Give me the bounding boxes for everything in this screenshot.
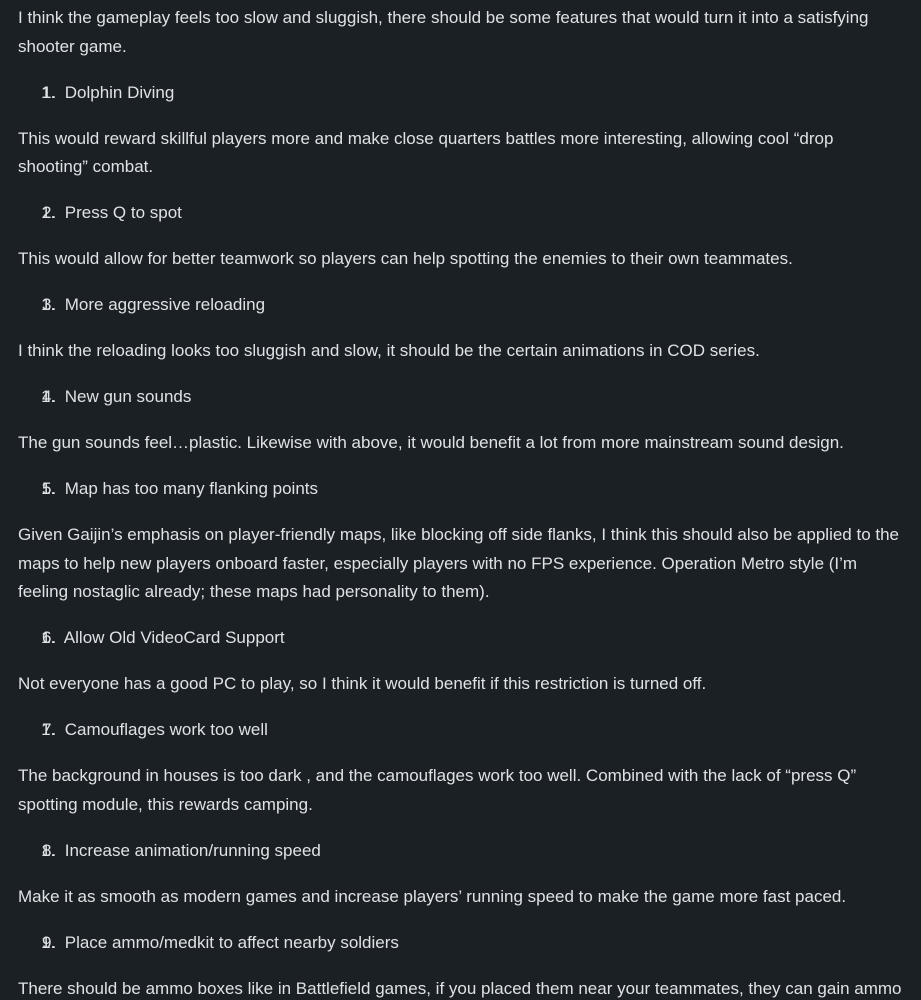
list-item-title: More aggressive reloading [64,295,266,314]
list-item-title: Press Q to spot [64,203,182,222]
list-number: 4. [42,387,57,406]
section-body: Given Gaijin’s emphasis on player-friendly maps, like blocking off side flanks, I think this should also be applied to the maps to help new players onboard faster, especially players with no FPS experience. Operation Metro style (I’m feeling nostaglic already; these maps had personality to them). [18,525,900,601]
list-item-title: Place ammo/medkit to affect nearby soldiers [64,932,399,952]
list-item-9 [18,929,903,958]
section-body: The gun sounds feel…plastic. Likewise with above, it would benefit a lot from more mainstream sound design. [18,433,844,452]
section-body: Make it as smooth as modern games and increase players’ running speed to make the game more fast paced. [18,886,847,906]
list-item-7 [18,716,903,745]
list-number: 2. [42,203,57,222]
list-item-4 [18,383,903,412]
list-item-title: Map has too many flanking points [64,479,318,498]
list-item-title: New gun sounds [64,387,192,406]
section-body: There should be ammo boxes like in Battlefield games, if you placed them near your teammates, they can gain ammo [18,978,902,998]
list-item-title: Dolphin Diving [64,82,175,102]
list-number: 3. [42,295,57,314]
section-body: Not everyone has a good PC to play, so I think it would benefit if this restriction is turned off. [18,674,707,693]
section-body: This would reward skillful players more and make close quarters battles more interesting, allowing cool “drop shooting” combat. [18,128,834,176]
list-item-title: Camouflages work too well [64,720,268,739]
list-item-2 [18,199,903,228]
list-item-title: Increase animation/running speed [64,840,321,860]
list-number: 6. [42,628,57,647]
list-number: 1. [42,82,57,102]
list-number: 5. [42,479,57,498]
list-item-6 [18,624,903,653]
section-body: I think the reloading looks too sluggish and slow, it should be the certain animations in COD series. [18,341,760,360]
list-item-5 [18,475,903,504]
list-item-8 [18,837,903,866]
list-item-title: Allow Old VideoCard Support [63,628,285,647]
list-item-1 [18,79,903,108]
post-intro: I think the gameplay feels too slow and sluggish, there should be some features that would turn it into a satisfying shooter game. [18,8,869,56]
section-body: This would allow for better teamwork so players can help spotting the enemies to their own teammates. [18,249,793,268]
list-number: 8. [42,840,57,860]
section-body: The background in houses is too dark , and the camouflages work too well. Combined with the lack of “press Q” spotting module, this rewards camping. [18,766,857,814]
list-item-3 [18,291,903,320]
list-number: 9. [42,932,57,952]
list-number: 7. [42,720,57,739]
